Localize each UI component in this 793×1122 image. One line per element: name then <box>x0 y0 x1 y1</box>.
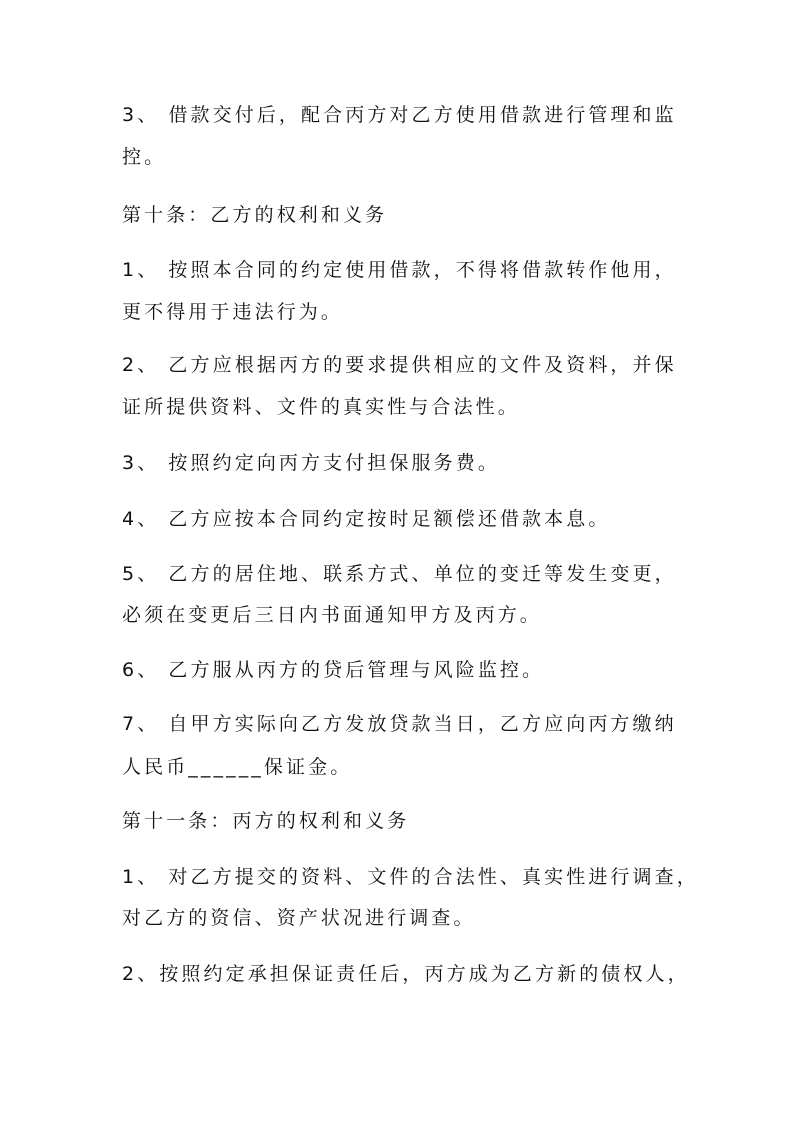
text-line: 3、 按照约定向丙方支付担保服务费。 <box>122 452 500 474</box>
text-line: 1、 按照本合同的约定使用借款，不得将借款转作他用， <box>122 259 677 281</box>
section-heading: 第十一条：丙方的权利和义务 <box>122 810 410 832</box>
text-line: 必须在变更后三日内书面通知甲方及丙方。 <box>122 604 542 626</box>
text-line: 2、按照约定承担保证责任后，丙方成为乙方新的债权人， <box>122 963 690 985</box>
text-line: 4、 乙方应按本合同约定按时足额偿还借款本息。 <box>122 508 611 530</box>
text-line: 7、 自甲方实际向乙方发放贷款当日，乙方应向丙方缴纳 <box>122 713 677 735</box>
text-line: 6、 乙方服从丙方的贷后管理与风险监控。 <box>122 659 545 681</box>
text-line: 控。 <box>122 146 167 168</box>
text-line: 人民币______保证金。 <box>122 756 353 778</box>
text-line: 证所提供资料、文件的真实性与合法性。 <box>122 396 520 418</box>
text-line: 对乙方的资信、资产状况进行调查。 <box>122 907 476 929</box>
text-line: 5、 乙方的居住地、联系方式、单位的变迁等发生变更， <box>122 563 677 585</box>
section-heading: 第十条：乙方的权利和义务 <box>122 204 388 226</box>
text-line: 3、 借款交付后，配合丙方对乙方使用借款进行管理和监 <box>122 104 677 126</box>
text-line: 1、 对乙方提交的资料、文件的合法性、真实性进行调查， <box>122 866 699 888</box>
text-line: 2、 乙方应根据丙方的要求提供相应的文件及资料，并保 <box>122 354 677 376</box>
text-line: 更不得用于违法行为。 <box>122 301 344 323</box>
